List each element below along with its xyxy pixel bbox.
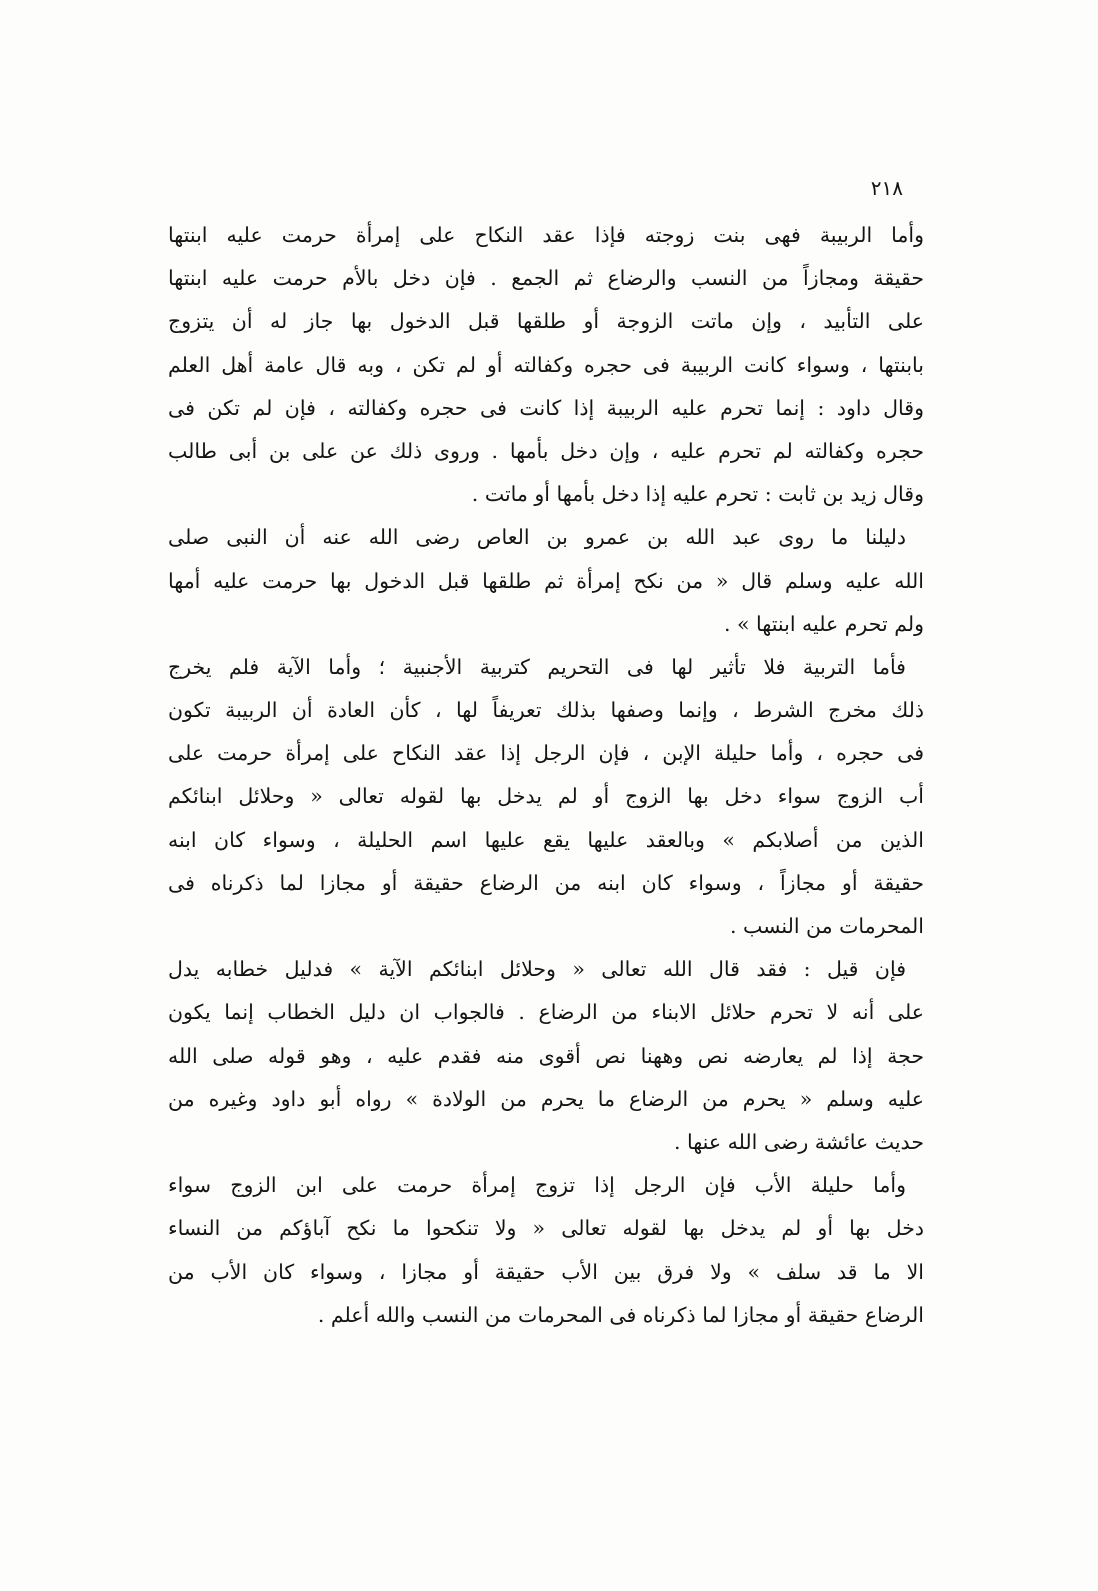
page-number: ٢١٨ xyxy=(870,176,903,200)
paragraph xyxy=(168,646,924,948)
text-line: الله عليه وسلم قال « من نكح إمرأة ثم طلقها قبل الدخول بها حرمت عليه أمها xyxy=(168,568,924,593)
text-line: المحرمات من النسب . xyxy=(729,914,924,938)
text-line: حقيقة ومجازاً من النسب والرضاع ثم الجمع . فإن دخل بالأم حرمت عليه ابنتها xyxy=(168,266,924,291)
text-line: وأما الربيبة فهى بنت زوجته فإذا عقد النكاح على إمرأة حرمت عليه ابنتها xyxy=(168,223,924,247)
paragraph xyxy=(168,1164,924,1337)
text-line: الذين من أصلابكم » وبالعقد عليها يقع عليها اسم الحليلة ، وسواء كان ابنه xyxy=(168,827,924,852)
text-line: دليلنا ما روى عبد الله بن عمرو بن العاص رضى الله عنه أن النبى صلى xyxy=(168,525,906,550)
text-line: حجره وكفالته لم تحرم عليه ، وإن دخل بأمها . وروى ذلك عن على بن أبى طالب xyxy=(168,438,924,463)
text-line: ولم تحرم عليه ابنتها » . xyxy=(723,611,924,636)
text-line: أب الزوج سواء دخل بها الزوج أو لم يدخل بها لقوله تعالى « وحلائل ابنائكم xyxy=(168,784,924,809)
paragraph xyxy=(168,214,924,516)
text-line: حديث عائشة رضى الله عنها . xyxy=(673,1129,924,1154)
text-line: الا ما قد سلف » ولا فرق بين الأب حقيقة أو مجازا ، وسواء كان الأب من xyxy=(168,1259,924,1284)
text-line: فإن قيل : فقد قال الله تعالى « وحلائل ابنائكم الآية » فدليل خطابه يدل xyxy=(168,957,906,982)
text-line: وقال زيد بن ثابت : تحرم عليه إذا دخل بأمها أو ماتت . xyxy=(471,482,924,507)
text-line: على أنه لا تحرم حلائل الابناء من الرضاع . فالجواب ان دليل الخطاب إنما يكون xyxy=(168,1000,924,1025)
text-line: وقال داود : إنما تحرم عليه الربيبة إذا كانت فى حجره وكفالته ، فإن لم تكن فى xyxy=(168,395,924,420)
text-line: حجة إذا لم يعارضه نص وههنا نص أقوى منه فقدم عليه ، وهو قوله صلى الله xyxy=(168,1043,924,1068)
text-line: دخل بها أو لم يدخل بها لقوله تعالى « ولا تنكحوا ما نكح آباؤكم من النساء xyxy=(168,1216,924,1241)
text-line: فى حجره ، وأما حليلة الإبن ، فإن الرجل إذا عقد النكاح على إمرأة حرمت على xyxy=(168,741,924,766)
paragraph xyxy=(168,516,924,646)
text-line: الرضاع حقيقة أو مجازا لما ذكرناه فى المحرمات من النسب والله أعلم . xyxy=(317,1302,924,1327)
body-text xyxy=(168,214,924,1337)
paragraph xyxy=(168,948,924,1164)
text-line: فأما التربية فلا تأثير لها فى التحريم كتربية الأجنبية ؛ وأما الآية فلم يخرج xyxy=(168,654,906,679)
text-line: بابنتها ، وسواء كانت الربيبة فى حجره وكفالته أو لم تكن ، وبه قال عامة أهل العلم xyxy=(168,352,924,377)
text-line: وأما حليلة الأب فإن الرجل إذا تزوج إمرأة حرمت على ابن الزوج سواء xyxy=(168,1173,906,1198)
text-line: ذلك مخرج الشرط ، وإنما وصفها بذلك تعريفاً لها ، كأن العادة أن الربيبة تكون xyxy=(168,698,924,723)
text-line: حقيقة أو مجازاً ، وسواء كان ابنه من الرضاع حقيقة أو مجازا لما ذكرناه فى xyxy=(168,870,924,895)
text-line: على التأبيد ، وإن ماتت الزوجة أو طلقها قبل الدخول بها جاز له أن يتزوج xyxy=(168,309,924,334)
text-line: عليه وسلم « يحرم من الرضاع ما يحرم من الولادة » رواه أبو داود وغيره من xyxy=(168,1086,924,1111)
